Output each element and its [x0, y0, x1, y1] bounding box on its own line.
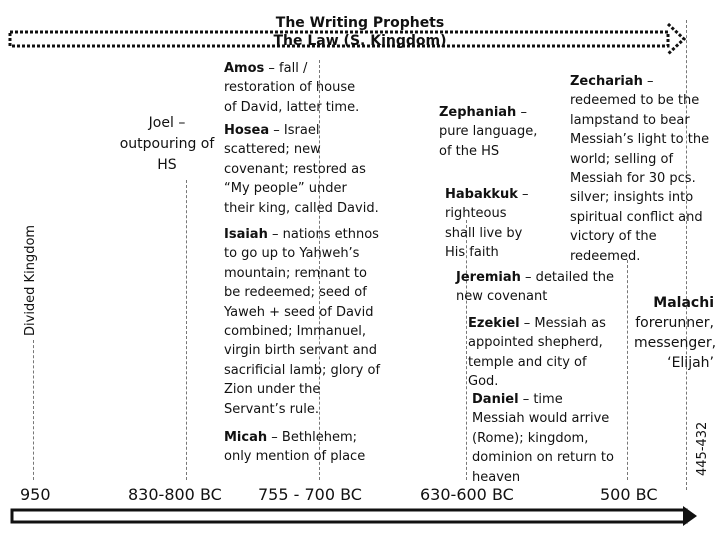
- prophet-micah: [224, 428, 374, 467]
- timeline-arrow: [12, 506, 697, 526]
- prophet-hosea: [224, 121, 380, 218]
- prophet-name: Jeremiah: [456, 270, 521, 285]
- prophet-ezekiel: [468, 314, 618, 392]
- prophet-desc: – detailed the new covenant: [456, 270, 614, 305]
- prophet-daniel: [472, 390, 618, 487]
- prophet-desc: – outpouring of HS: [119, 115, 215, 173]
- prophet-habakkuk: [445, 185, 539, 263]
- date-label: 830-800 BC: [128, 485, 222, 504]
- prophet-name: Hosea: [224, 123, 270, 138]
- prophet-isaiah: [224, 225, 382, 419]
- prophet-name: Malachi: [653, 295, 714, 311]
- date-label: 500 BC: [600, 485, 658, 504]
- page-title: The Writing Prophets: [275, 15, 445, 31]
- date-label: 755 - 700 BC: [258, 485, 362, 504]
- date-label: 950: [20, 485, 51, 504]
- prophet-desc: – Bethlehem; only mention of place: [224, 430, 366, 465]
- prophet-name: Daniel: [472, 392, 519, 407]
- prophet-desc: – pure language, of the HS: [439, 105, 538, 159]
- prophet-name: Zephaniah: [439, 105, 517, 120]
- prophet-name: Amos: [224, 61, 265, 76]
- prophet-desc: – Messiah as appointed shepherd, temple and city of God.: [468, 316, 606, 390]
- prophet-desc: – time Messiah would arrive (Rome); kingdom, dominion on return to heaven: [472, 392, 614, 485]
- prophet-desc: – righteous shall live by His faith: [445, 187, 529, 261]
- prophet-malachi: [634, 293, 717, 373]
- side-date-label: 445-432: [695, 421, 710, 476]
- prophet-name: Joel: [148, 115, 174, 131]
- prophet-name: Ezekiel: [468, 316, 520, 331]
- prophet-desc: forerunner, messenger, ‘Elijah’: [634, 315, 717, 371]
- prophet-amos: [224, 59, 370, 117]
- page-subtitle: The Law (S. Kingdom): [273, 33, 447, 49]
- guide-line: [186, 180, 187, 480]
- prophet-jeremiah: [456, 268, 616, 307]
- law-arrow: [10, 24, 684, 54]
- divided-kingdom-label: Divided Kingdom: [23, 224, 38, 336]
- prophet-zechariah: [570, 72, 712, 266]
- prophet-desc: – fall / restoration of house of David, latter time.: [224, 61, 360, 115]
- prophet-name: Micah: [224, 430, 268, 445]
- guide-line: [627, 260, 628, 480]
- date-label: 630-600 BC: [420, 485, 514, 504]
- prophet-desc: – nations ethnos to go up to Yahweh’s mountain; remnant to be redeemed; seed of Yaweh + seed of David combined; Immanuel, virgin birth servant and sacrificial lamb; glory of Zion under the Servant’s rule.: [224, 227, 381, 417]
- prophet-name: Isaiah: [224, 227, 268, 242]
- prophet-zephaniah: [439, 103, 539, 161]
- prophet-name: Zechariah: [570, 74, 643, 89]
- prophet-desc: – redeemed to be the lampstand to bear Messiah’s light to the world; selling of Messiah for 30 pcs. silver; insights into spiritual conflict and victory of the redeemed.: [570, 74, 710, 264]
- prophet-desc: – Israel scattered; new covenant; restored as “My people” under their king, called David.: [224, 123, 379, 216]
- prophet-joel: [114, 113, 220, 176]
- prophet-name: Habakkuk: [445, 187, 518, 202]
- guide-line: [33, 340, 34, 480]
